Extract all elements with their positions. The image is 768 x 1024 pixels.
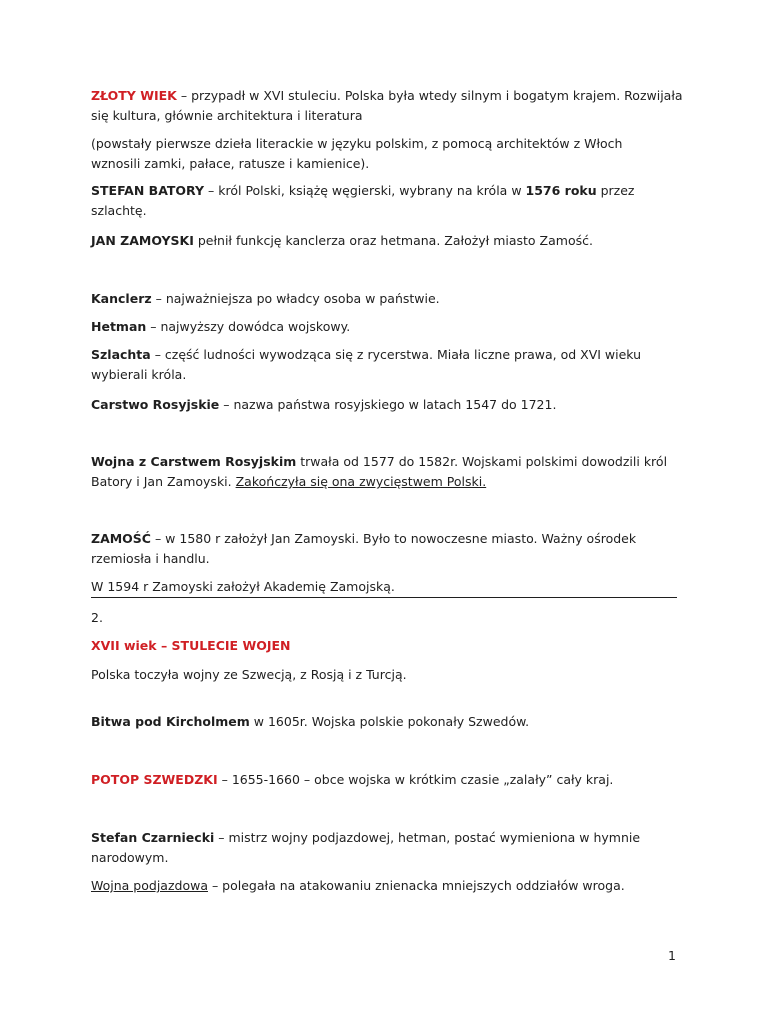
paragraph-batory	[91, 181, 686, 201]
text: szlachtę.	[91, 203, 147, 218]
text: trwała od 1577 do 1582r. Wojskami polskimi dowodzili król	[296, 454, 668, 469]
text: narodowym.	[91, 850, 169, 865]
term-zloty-wiek: ZŁOTY WIEK	[91, 88, 177, 103]
term-bitwa-pod-kircholmem: Bitwa pod Kircholmem	[91, 714, 250, 729]
paragraph-toczyla	[91, 665, 686, 685]
paragraph-zloty-wiek	[91, 86, 686, 106]
year-1576: 1576 roku	[525, 183, 597, 198]
paragraph-powstaly-line2	[91, 154, 686, 174]
paragraph-zloty-wiek-line2	[91, 106, 686, 126]
term-stefan-batory: STEFAN BATORY	[91, 183, 205, 198]
paragraph-kircholm	[91, 712, 686, 732]
underlined-conclusion: Zakończyła się ona zwycięstwem Polski.	[235, 474, 487, 489]
paragraph-zamosc-line2	[91, 549, 686, 569]
term-wojna-z-carstwem: Wojna z Carstwem Rosyjskim	[91, 454, 297, 469]
paragraph-potop	[91, 770, 686, 790]
text: – najwyższy dowódca wojskowy.	[146, 319, 351, 334]
text: pełnił funkcję kanclerza oraz hetmana. Założył miasto Zamość.	[193, 233, 593, 248]
text: – przypadł w XVI stuleciu. Polska była wtedy silnym i bogatym krajem. Rozwijała	[176, 88, 683, 103]
text: – 1655-1660 – obce wojska w krótkim czasie „zalały” cały kraj.	[217, 772, 614, 787]
term-kanclerz: Kanclerz	[91, 291, 152, 306]
term-szlachta: Szlachta	[91, 347, 151, 362]
term-potop-szwedzki: POTOP SZWEDZKI	[91, 772, 218, 787]
text: w 1605r. Wojska polskie pokonały Szwedów.	[249, 714, 530, 729]
text: W 1594 r Zamoyski założył Akademię Zamojską.	[91, 579, 395, 594]
term-hetman: Hetman	[91, 319, 147, 334]
text: się kultura, głównie architektura i literatura	[91, 108, 363, 123]
paragraph-zamoyski	[91, 231, 686, 251]
paragraph-zamosc	[91, 529, 686, 549]
text: wznosili zamki, pałace, ratusze i kamienice).	[91, 156, 370, 171]
term-zamosc: ZAMOŚĆ	[91, 531, 151, 546]
paragraph-powstaly	[91, 134, 686, 154]
text: – w 1580 r założył Jan Zamoyski. Było to nowoczesne miasto. Ważny ośrodek	[150, 531, 637, 546]
text: Batory i Jan Zamoyski.	[91, 474, 236, 489]
text: – król Polski, książę węgierski, wybrany na króla w	[204, 183, 526, 198]
paragraph-szlachta-line2	[91, 365, 686, 385]
term-wojna-podjazdowa: Wojna podjazdowa	[91, 878, 208, 893]
heading-stulecie-wojen: XVII wiek – STULECIE WOJEN	[91, 638, 291, 653]
section-number	[91, 608, 686, 628]
text: Polska toczyła wojny ze Szwecją, z Rosją i z Turcją.	[91, 667, 407, 682]
paragraph-akademia	[91, 577, 686, 597]
paragraph-carstwo	[91, 395, 686, 415]
text: – najważniejsza po władcy osoba w państwie.	[151, 291, 440, 306]
paragraph-wojna-line2	[91, 472, 686, 492]
paragraph-batory-line2	[91, 201, 686, 221]
text: – część ludności wywodząca się z rycerstwa. Miała liczne prawa, od XVI wieku	[150, 347, 642, 362]
paragraph-szlachta	[91, 345, 686, 365]
paragraph-czarniecki-line2	[91, 848, 686, 868]
text: rzemiosła i handlu.	[91, 551, 210, 566]
term-carstwo-rosyjskie: Carstwo Rosyjskie	[91, 397, 220, 412]
paragraph-kanclerz	[91, 289, 686, 309]
text: – nazwa państwa rosyjskiego w latach 1547 do 1721.	[219, 397, 557, 412]
paragraph-wojna-podjazdowa	[91, 876, 686, 896]
paragraph-wojna-z-carstwem	[91, 452, 686, 472]
text: (powstały pierwsze dzieła literackie w języku polskim, z pomocą architektów z Włoch	[91, 136, 623, 151]
text: przez	[596, 183, 635, 198]
heading-xvii-wiek	[91, 636, 686, 656]
text: wybierali króla.	[91, 367, 187, 382]
paragraph-hetman	[91, 317, 686, 337]
text: – polegała na atakowaniu znienacka mniejszych oddziałów wroga.	[207, 878, 625, 893]
text: 2.	[91, 610, 103, 625]
text: – mistrz wojny podjazdowej, hetman, postać wymieniona w hymnie	[214, 830, 641, 845]
page-number: 1	[668, 948, 676, 963]
term-jan-zamoyski: JAN ZAMOYSKI	[91, 233, 194, 248]
horizontal-divider	[91, 597, 677, 598]
term-stefan-czarniecki: Stefan Czarniecki	[91, 830, 215, 845]
paragraph-czarniecki	[91, 828, 686, 848]
